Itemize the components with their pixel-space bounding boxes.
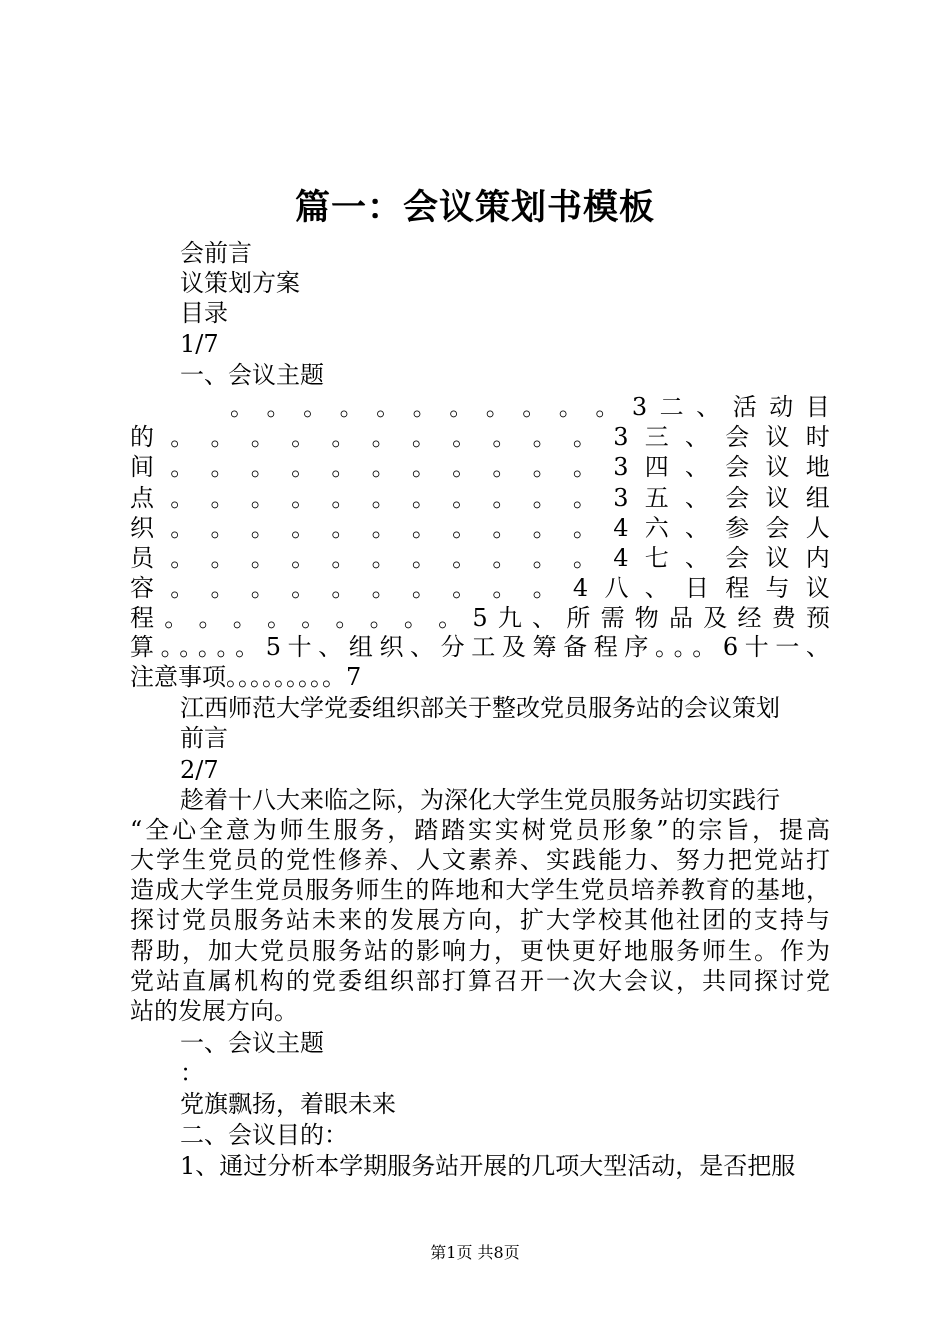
toc-line-10: 注意事项。。。。。。。。。7 (130, 663, 362, 691)
toc-char: 六 (644, 513, 669, 542)
toc-char: 。 (291, 574, 316, 603)
toc-char: 。 (331, 423, 356, 452)
toc-char: 。 (210, 544, 235, 572)
toc-char: 。 (532, 544, 557, 572)
toc-char: 物 (634, 604, 659, 633)
toc-char: 。 (210, 483, 235, 512)
toc-char: 。 (492, 483, 517, 512)
toc-char: 二 (659, 393, 684, 421)
toc-char: 。 (170, 423, 195, 452)
toc-char: 、 (685, 544, 709, 572)
toc-char: 4 (613, 513, 629, 542)
toc-row (130, 573, 830, 603)
toc-char: 。 (558, 393, 583, 421)
toc-char: 。 (170, 513, 195, 542)
toc-char: 。 (291, 423, 316, 452)
toc-char: 。 (331, 513, 356, 542)
toc-char: 。 (532, 483, 557, 512)
paragraph-line-8: 站的发展方向。 (130, 997, 298, 1025)
toc-char: 。 (339, 393, 364, 421)
cover-line-3: 目录 (180, 299, 228, 327)
toc-row (130, 513, 830, 543)
toc-char: 与 (765, 574, 790, 603)
toc-char: 3 (613, 453, 629, 482)
toc-char: 。 (532, 423, 557, 452)
toc-char: 。 (452, 574, 477, 603)
toc-char: 。 (331, 453, 356, 482)
toc-char: 。 (492, 574, 517, 603)
toc-char: 。 (522, 393, 547, 421)
toc-char: 。 (411, 423, 436, 452)
toc-char: 。 (532, 513, 557, 542)
toc-char: 。 (492, 453, 517, 482)
toc-char: 、 (685, 423, 709, 452)
toc-char: 费 (771, 604, 796, 633)
toc-char: 人 (805, 513, 830, 542)
section-1-heading: 一、会议主题 (180, 1029, 324, 1057)
toc-char: 5 (472, 604, 488, 633)
toc-char: 。 (371, 423, 396, 452)
toc-char: 。 (572, 453, 597, 482)
toc-char: 议 (805, 574, 830, 603)
toc-char: 。 (210, 574, 235, 603)
toc-char: 。 (452, 483, 477, 512)
toc-char: 活 (732, 393, 757, 421)
preface-heading: 前言 (180, 724, 228, 752)
toc-line-9-text: 算。。。。。5十、组织、分工及筹备程序。。。6十一、 (130, 633, 837, 661)
toc-char: 。 (371, 544, 396, 572)
purpose-item-1: 1、通过分析本学期服务站开展的几项大型活动，是否把服 (180, 1152, 796, 1180)
toc-row (230, 392, 830, 422)
toc-row (130, 543, 830, 573)
toc-char: 及 (703, 604, 728, 633)
toc-char: 。 (170, 483, 195, 512)
toc-char: 。 (230, 393, 254, 421)
toc-char: 。 (438, 604, 463, 633)
toc-char: 。 (449, 393, 474, 421)
section-heading: 江西师范大学党委组织部关于整改党员服务站的会议策划 (180, 694, 780, 722)
toc-char: 。 (210, 513, 235, 542)
toc-char: 。 (492, 544, 517, 572)
toc-char: 动 (769, 393, 794, 421)
toc-char: 。 (198, 604, 223, 633)
toc-char: 。 (250, 423, 275, 452)
toc-char: 会 (725, 544, 750, 572)
toc-char: 。 (291, 544, 316, 572)
toc-char: 会 (725, 423, 750, 452)
toc-char: 。 (164, 604, 189, 633)
toc-char: 3 (613, 483, 629, 512)
toc-char: 3 (631, 393, 648, 421)
toc-char: 、 (685, 513, 709, 542)
toc-row (130, 483, 830, 513)
toc-char: 议 (765, 423, 790, 452)
paragraph-line-5: 探讨党员服务站未来的发展方向，扩大学校其他社团的支持与 (130, 906, 832, 934)
document-title: 篇一：会议策划书模板 (294, 187, 655, 228)
toc-char: 。 (411, 513, 436, 542)
paragraph-line-7: 党站直属机构的党委组织部打算召开一次大会议，共同探讨党 (130, 967, 832, 995)
toc-char: 目 (805, 393, 830, 421)
toc-char: 。 (411, 483, 436, 512)
colon-line: ： (180, 1059, 204, 1087)
toc-char: 日 (685, 574, 709, 603)
toc-char: 。 (411, 453, 436, 482)
toc-char: 。 (492, 513, 517, 542)
toc-char: 。 (371, 453, 396, 482)
toc-char: 程 (725, 574, 750, 603)
toc-char: 。 (250, 453, 275, 482)
toc-char: 。 (291, 513, 316, 542)
toc-char: 。 (301, 604, 326, 633)
toc-char: 。 (232, 604, 257, 633)
toc-char: 预 (805, 604, 830, 633)
cover-line-2: 议策划方案 (180, 269, 300, 297)
toc-char: 三 (644, 423, 669, 452)
toc-char: 间 (130, 453, 154, 482)
toc-row (130, 422, 830, 452)
toc-char: 。 (266, 393, 291, 421)
toc-char: 。 (291, 483, 316, 512)
toc-char: 。 (572, 423, 597, 452)
toc-char: 。 (291, 453, 316, 482)
toc-char: 地 (805, 453, 830, 482)
cover-line-1: 会前言 (180, 239, 252, 267)
toc-char: 。 (170, 574, 195, 603)
toc-char: 。 (492, 423, 517, 452)
toc-char: 。 (485, 393, 510, 421)
toc-char: 八 (604, 574, 629, 603)
toc-char: 程 (130, 604, 154, 633)
toc-char: 。 (532, 574, 557, 603)
cover-line-4: 1/7 (180, 330, 219, 358)
toc-char: 需 (600, 604, 625, 633)
toc-char: 。 (371, 513, 396, 542)
toc-char: 。 (411, 574, 436, 603)
toc-char: 组 (805, 483, 830, 512)
toc-char: 。 (572, 513, 597, 542)
toc-char: 、 (696, 393, 721, 421)
toc-char: 。 (210, 453, 235, 482)
toc-char: 所 (566, 604, 591, 633)
toc-char: 。 (411, 544, 436, 572)
toc-char: 织 (130, 513, 154, 542)
toc-char: 参 (725, 513, 750, 542)
paragraph-line-4: 造成大学生党员服务师生的阵地和大学生党员培养教育的基地， (130, 876, 832, 904)
toc-char: 、 (685, 453, 709, 482)
toc-char: 员 (130, 544, 154, 572)
paragraph-line-2: “全心全意为师生服务，踏踏实实树党员形象”的宗旨，提高 (130, 816, 833, 844)
page-footer: 第1页 共8页 (430, 1243, 520, 1262)
toc-char: 。 (210, 423, 235, 452)
toc-char: 。 (595, 393, 620, 421)
page-marker: 2/7 (180, 756, 219, 784)
paragraph-line-6: 帮助，加大党员服务站的影响力，更快更好地服务师生。作为 (130, 937, 832, 965)
toc-char: 四 (644, 453, 669, 482)
toc-char: 。 (303, 393, 328, 421)
toc-char: 4 (613, 544, 629, 572)
toc-row (130, 452, 830, 482)
toc-char: 。 (532, 453, 557, 482)
toc-char: 。 (452, 544, 477, 572)
paragraph-line-1: 趁着十八大来临之际，为深化大学生党员服务站切实践行 (180, 786, 780, 814)
toc-char: 时 (805, 423, 830, 452)
toc-char: 会 (765, 513, 790, 542)
toc-char: 、 (685, 483, 709, 512)
toc-char: 。 (250, 544, 275, 572)
toc-char: 七 (644, 544, 669, 572)
cover-line-5: 一、会议主题 (180, 361, 324, 389)
toc-char: 。 (331, 544, 356, 572)
toc-char: 会 (725, 453, 750, 482)
section-2-heading: 二、会议目的： (180, 1121, 348, 1149)
toc-char: 。 (452, 423, 477, 452)
toc-char: 。 (250, 483, 275, 512)
toc-char: 经 (737, 604, 762, 633)
toc-char: 会 (725, 483, 750, 512)
toc-line-9 (130, 632, 837, 662)
toc-char: 。 (371, 483, 396, 512)
toc-char: 4 (572, 574, 589, 603)
toc-char: 的 (130, 423, 154, 452)
toc-char: 。 (403, 604, 428, 633)
toc-char: 。 (376, 393, 401, 421)
paragraph-line-3: 大学生党员的党性修养、人文素养、实践能力、努力把党站打 (130, 846, 832, 874)
toc-char: 点 (130, 483, 154, 512)
toc-char: 九 (497, 604, 522, 633)
toc-char: 。 (250, 574, 275, 603)
toc-char: 3 (613, 423, 629, 452)
toc-char: 。 (335, 604, 360, 633)
toc-char: 。 (371, 574, 396, 603)
toc-char: 。 (452, 513, 477, 542)
toc-char: 内 (805, 544, 830, 572)
toc-char: 。 (170, 544, 195, 572)
toc-char: 、 (644, 574, 669, 603)
toc-char: 、 (532, 604, 557, 633)
toc-char: 容 (130, 574, 154, 603)
toc-char: 。 (452, 453, 477, 482)
toc-char: 五 (644, 483, 669, 512)
toc-char: 品 (669, 604, 694, 633)
meeting-theme: 党旗飘扬，着眼未来 (180, 1090, 396, 1118)
toc-char: 议 (765, 483, 790, 512)
toc-char: 。 (331, 574, 356, 603)
toc-char: 。 (572, 483, 597, 512)
toc-row (130, 603, 830, 633)
toc-char: 。 (369, 604, 394, 633)
toc-char: 议 (765, 544, 790, 572)
toc-char: 。 (170, 453, 195, 482)
toc-char: 。 (250, 513, 275, 542)
toc-char: 议 (765, 453, 790, 482)
toc-char: 。 (412, 393, 437, 421)
toc-char: 。 (266, 604, 291, 633)
toc-char: 。 (331, 483, 356, 512)
toc-char: 。 (572, 544, 597, 572)
